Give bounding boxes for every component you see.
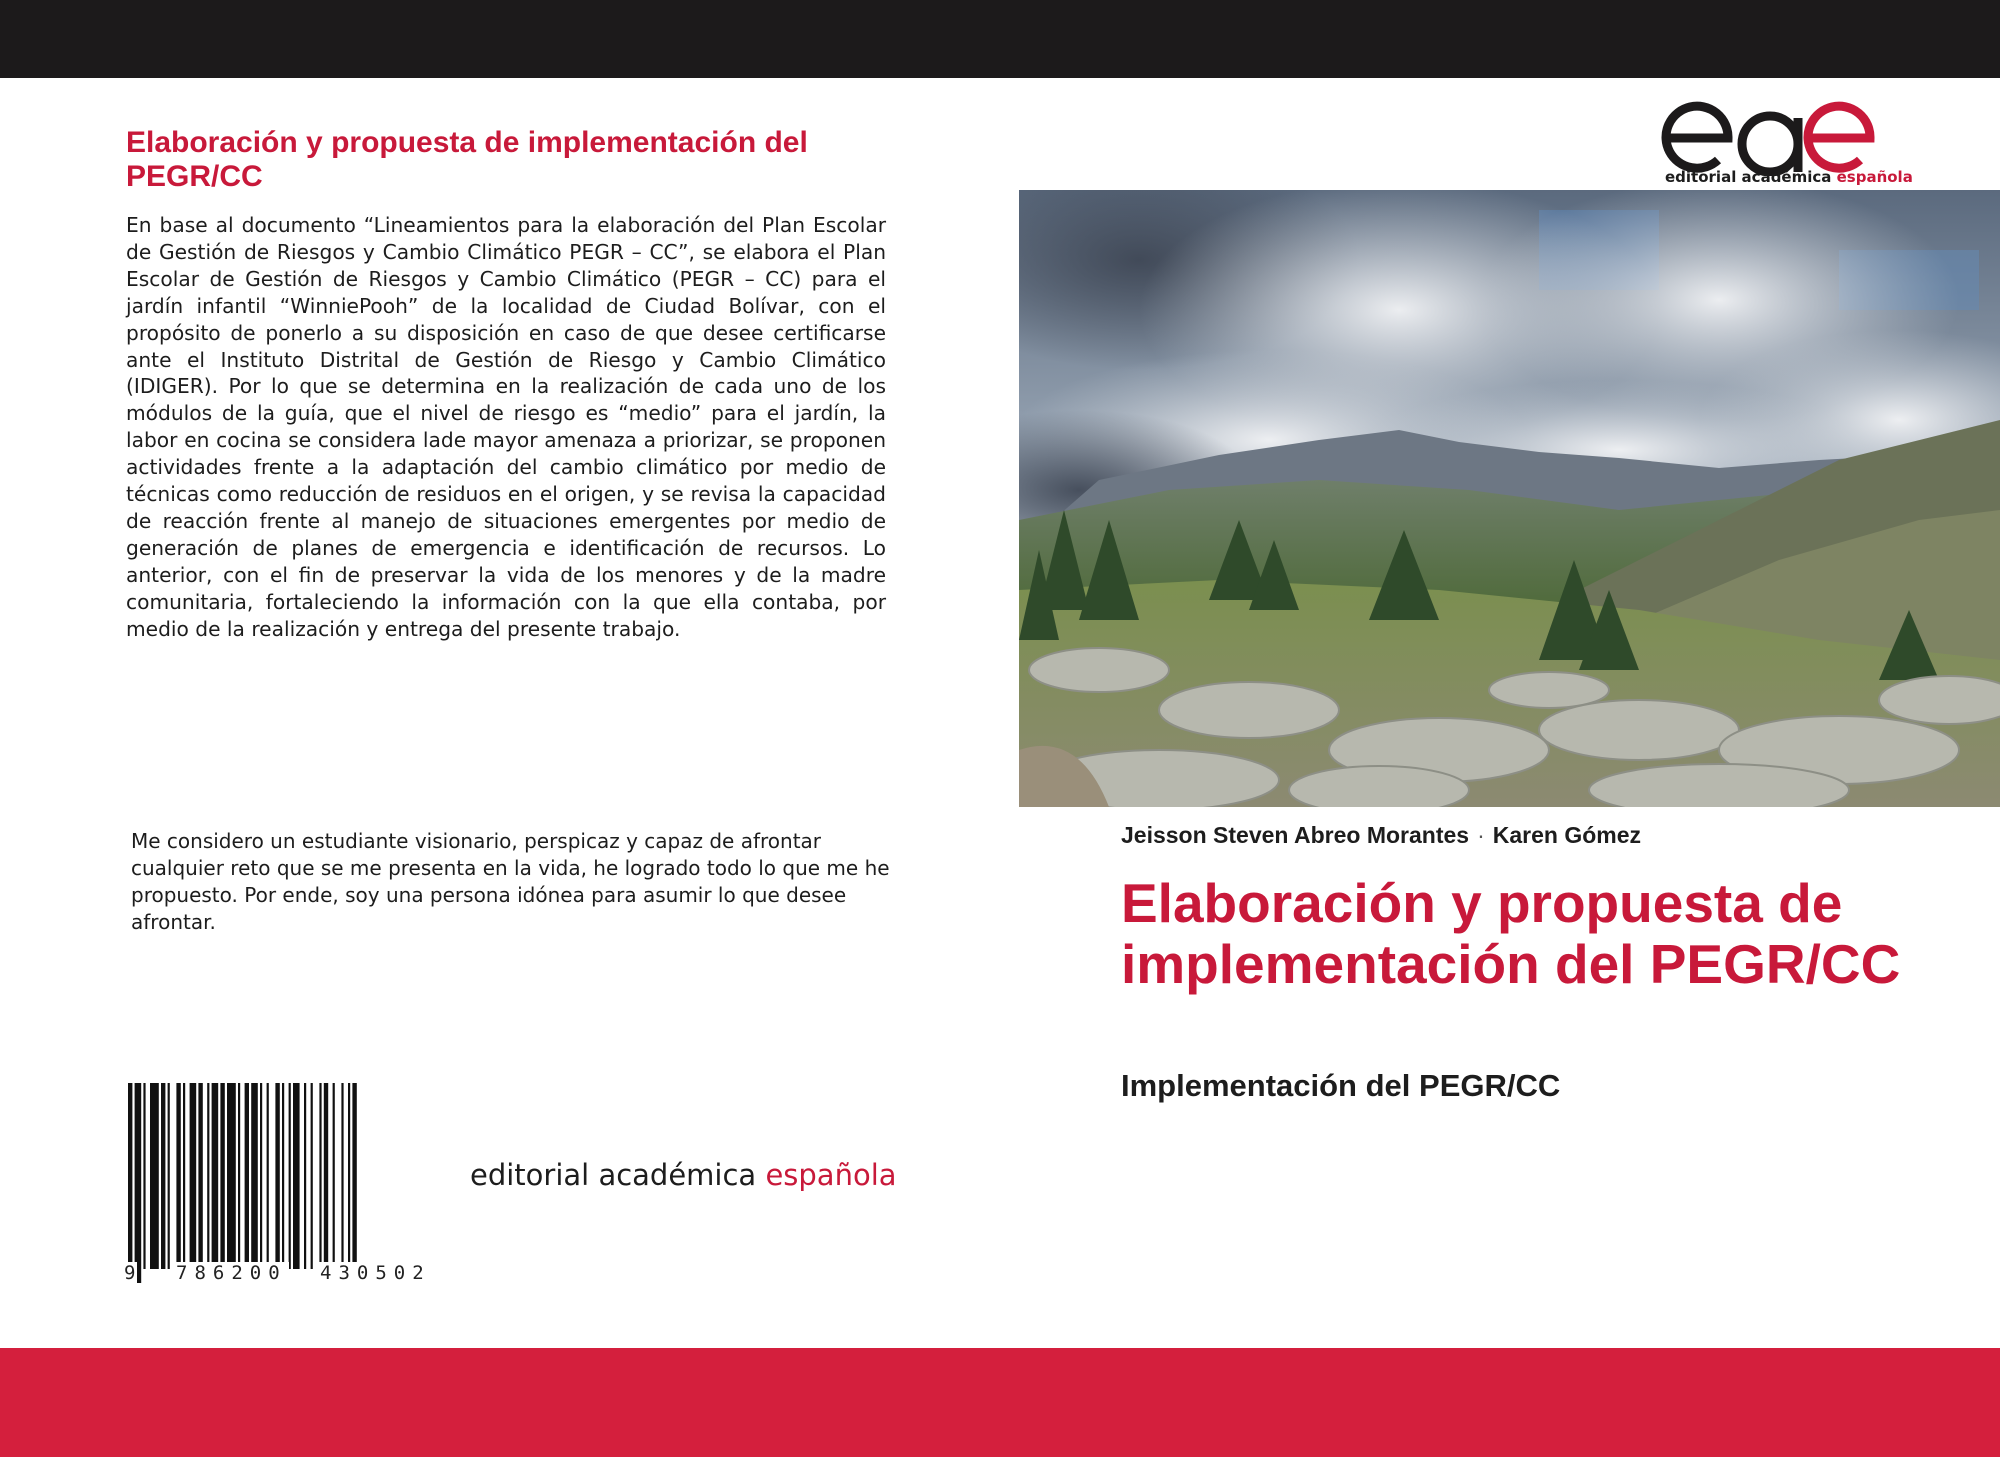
imprint-accent: española <box>765 1158 897 1192</box>
barcode-bar <box>324 1083 328 1269</box>
barcode-bar <box>198 1083 202 1269</box>
barcode-bar <box>150 1083 159 1269</box>
barcode-bar <box>348 1083 350 1269</box>
barcode-bar <box>311 1083 313 1269</box>
barcode-bar <box>168 1083 170 1269</box>
barcode-bar <box>341 1083 343 1269</box>
author-name: Karen Gómez <box>1492 822 1642 848</box>
author-bio: Me considero un estudiante visionario, perspicaz y capaz de afrontar cualquier reto que se me presenta en la vida, he logrado todo lo que me he propuesto. Por ende, soy una persona idónea para asumir lo que desee afrontar. <box>131 829 890 934</box>
barcode-bar <box>190 1083 197 1269</box>
front-cover-title: Elaboración y propuesta de implementación del PEGR/CC <box>1121 872 1901 995</box>
authors-line <box>1121 822 1641 849</box>
logo-caption <box>1665 168 1913 186</box>
barcode-bar <box>333 1083 335 1269</box>
barcode-bar <box>319 1083 321 1269</box>
top-band <box>0 0 2000 78</box>
barcode-bar <box>207 1083 209 1269</box>
isbn-digit-group: 9 <box>124 1262 136 1284</box>
barcode-bar <box>352 1083 356 1283</box>
mountain-landscape-photo <box>1019 190 2000 807</box>
barcode-bar <box>161 1083 165 1269</box>
barcode-bar <box>238 1083 240 1269</box>
barcode-bar <box>251 1083 258 1269</box>
barcode-bar <box>245 1083 249 1283</box>
barcode-bar <box>143 1083 145 1269</box>
isbn-digits <box>126 1262 456 1286</box>
author-name: Jeisson Steven Abreo Morantes <box>1121 822 1470 848</box>
imprint-main: editorial académica <box>470 1158 766 1192</box>
barcode-bar <box>128 1083 132 1283</box>
barcode-bar <box>304 1083 306 1269</box>
barcode-bar <box>220 1083 224 1269</box>
barcode-bar <box>183 1083 185 1269</box>
barcode-bar <box>289 1083 291 1269</box>
logo-caption-main: editorial académica <box>1665 168 1837 186</box>
barcode-bar <box>260 1083 262 1269</box>
isbn-barcode-icon <box>126 1083 456 1283</box>
logo-caption-accent: española <box>1836 168 1913 186</box>
barcode-bar <box>227 1083 236 1269</box>
barcode-bar <box>293 1083 300 1269</box>
landscape-illustration <box>1019 190 2000 807</box>
isbn-digit-group: 786200 <box>176 1262 287 1284</box>
logo-wordmark-graphic <box>1658 96 1884 176</box>
isbn-digit-group: 430502 <box>320 1262 431 1284</box>
author-separator: · <box>1477 822 1485 848</box>
barcode-bar <box>176 1083 180 1269</box>
front-cover-subtitle: Implementación del PEGR/CC <box>1121 1068 1561 1103</box>
imprint-back <box>470 1158 897 1192</box>
back-cover-title: Elaboración y propuesta de implementación del PEGR/CC <box>126 126 808 193</box>
barcode-bar <box>135 1083 142 1283</box>
barcode-bar <box>275 1083 279 1269</box>
barcode-bar <box>282 1083 284 1269</box>
bottom-band <box>0 1348 2000 1457</box>
barcode-bar <box>212 1083 219 1269</box>
barcode-bar <box>267 1083 269 1269</box>
back-cover-blurb: En base al documento “Lineamientos para la elaboración del Plan Escolar de Gestión de Riesgos y Cambio Climático PEGR – CC”, se elabora el Plan Escolar de Gestión de Riesgos y Cambio Climático (PEGR – CC) para el jardín infantil “WinniePooh” de la localidad de Ciudad Bolívar, con el propósito de ponerlo a su disposición en caso de que desee certificarse ante el Instituto Distrital de Gestión de Riesgo y Cambio Climático (IDIGER). Por lo que se determina en la realización de cada uno de los módulos de la guía, que el nivel de riesgo es “medio” para el jardín, la labor en cocina se considera lade mayor amenaza a priorizar, se proponen actividades frente a la adaptación del cambio climático por medio de técnicas como reducción de residuos en el origen, y se revisa la capacidad de reacción frente al manejo de situaciones emergentes por medio de generación de planes de emergencia e identificación de recursos. Lo anterior, con el fin de preservar la vida de los menores y de la madre comunitaria, fortaleciendo la información con la que ella contaba, por medio de la realización y entrega del presente trabajo. <box>126 213 886 641</box>
